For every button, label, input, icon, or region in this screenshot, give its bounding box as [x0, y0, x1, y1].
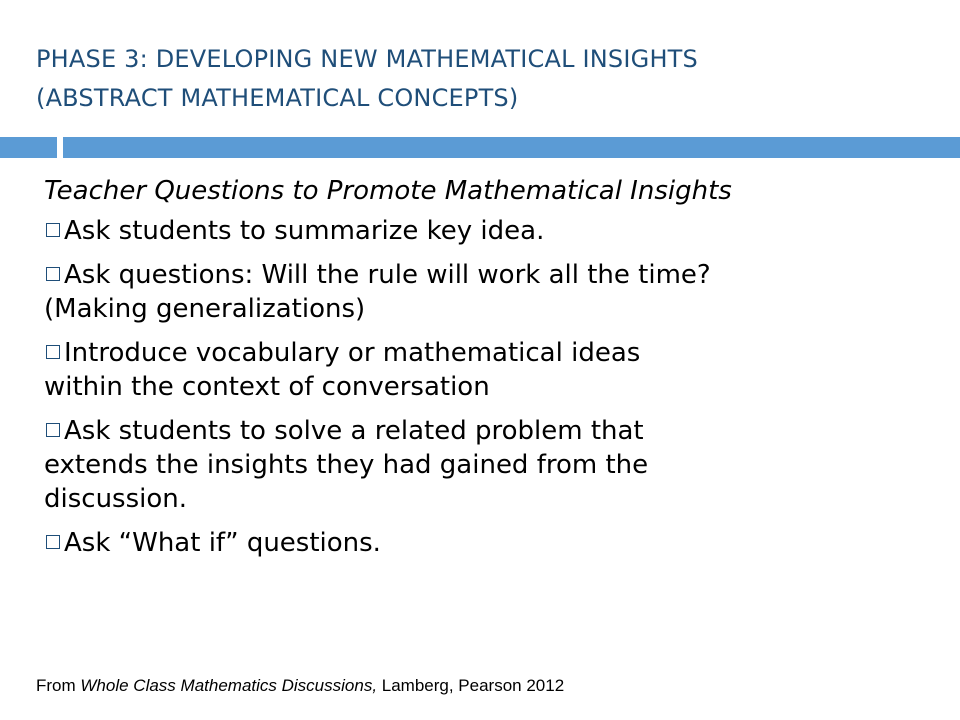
bullet-text: Ask questions: Will the rule will work all the time?: [64, 260, 711, 290]
bullet-text: Ask “What if” questions.: [64, 528, 381, 558]
slide-body: [36, 172, 936, 570]
bullet-text-continued: (Making generalizations): [44, 294, 366, 324]
bullet-text: Ask students to solve a related problem that: [64, 416, 644, 446]
bullet-text: Introduce vocabulary or mathematical ideas: [64, 338, 641, 368]
bullet-item: [44, 214, 936, 248]
accent-bar-right: [63, 137, 960, 158]
citation-book-title: Whole Class Mathematics Discussions,: [80, 676, 378, 695]
bullet-text: Ask students to summarize key idea.: [64, 216, 545, 246]
title-line-1: PHASE 3: DEVELOPING NEW MATHEMATICAL INSIGHTS: [36, 45, 698, 73]
bullet-text-continued: within the context of conversation: [44, 372, 490, 402]
bullet-item: [44, 336, 936, 404]
bullet-item: [44, 258, 936, 326]
bullet-text-continued: discussion.: [44, 484, 188, 514]
bullet-item: [44, 414, 936, 516]
square-bullet-icon: [46, 535, 60, 549]
square-bullet-icon: [46, 223, 60, 237]
citation-prefix: From: [36, 676, 81, 695]
bullet-text-continued: extends the insights they had gained from the: [44, 450, 649, 480]
slide-title: [36, 40, 916, 118]
bullet-item: [44, 526, 936, 560]
square-bullet-icon: [46, 423, 60, 437]
accent-bar-left: [0, 137, 57, 158]
square-bullet-icon: [46, 267, 60, 281]
citation-suffix: Lamberg, Pearson 2012: [377, 676, 565, 695]
title-line-2: (ABSTRACT MATHEMATICAL CONCEPTS): [36, 84, 519, 112]
square-bullet-icon: [46, 345, 60, 359]
section-heading: Teacher Questions to Promote Mathematical Insights: [44, 176, 732, 206]
source-citation: [36, 676, 564, 696]
